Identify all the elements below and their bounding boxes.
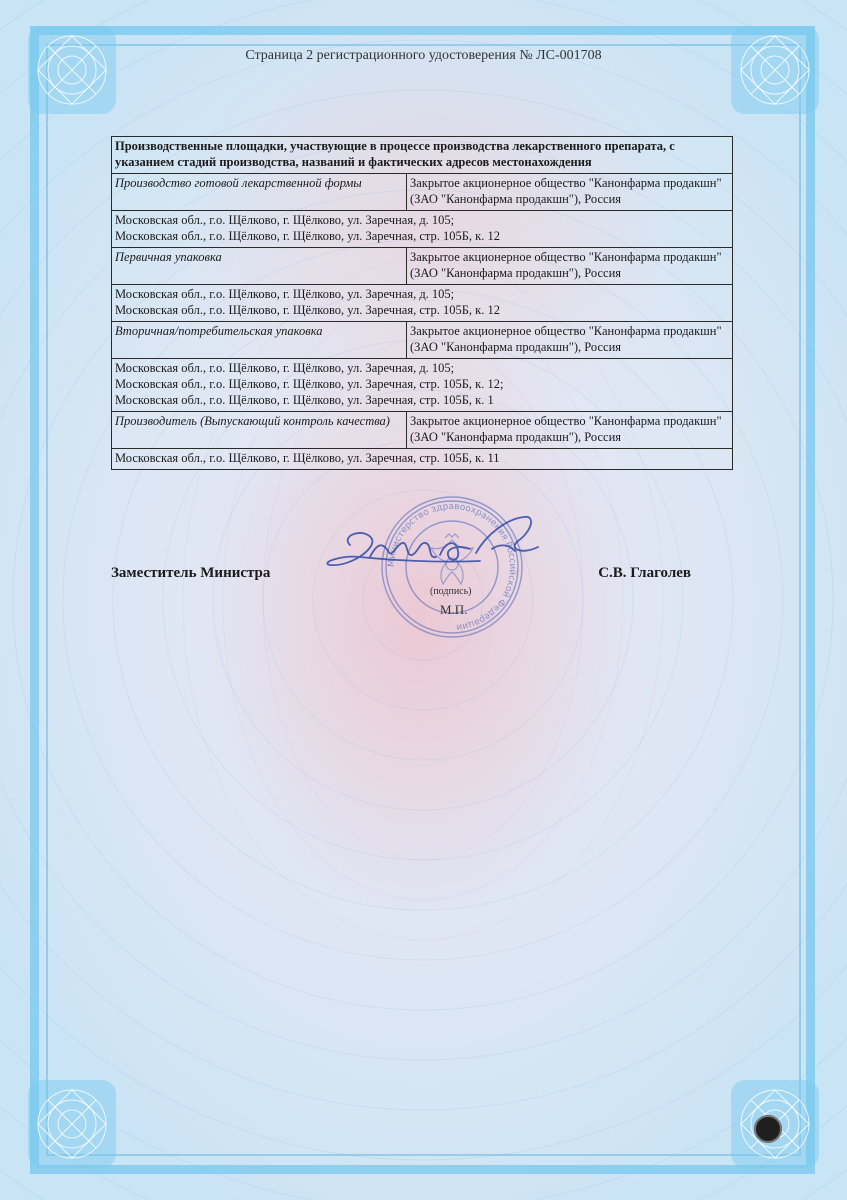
stage-name: Вторичная/потребительская упаковка (112, 322, 407, 359)
stage-name: Производство готовой лекарственной формы (112, 174, 407, 211)
signatory-name: С.В. Глаголев (598, 565, 691, 581)
address-row (112, 449, 733, 470)
company-name: Закрытое акционерное общество "Канонфарма продакшн" (ЗАО "Канонфарма продакшн"), Россия (407, 248, 733, 285)
address-line: Московская обл., г.о. Щёлково, г. Щёлково, ул. Заречная, стр. 105Б, к. 12 (115, 229, 500, 243)
production-sites-table (111, 136, 733, 470)
table-heading: Производственные площадки, участвующие в процессе производства лекарственного препарата, с указанием стадий производства, названий и фактических адресов местонахождения (112, 137, 733, 174)
address-cell (112, 449, 733, 470)
address-line: Московская обл., г.о. Щёлково, г. Щёлково, ул. Заречная, д. 105; (115, 287, 455, 301)
stage-row (112, 174, 733, 211)
signatory-position: Заместитель Министра (111, 565, 271, 581)
page-header: Страница 2 регистрационного удостоверения № ЛС-001708 (245, 48, 602, 63)
corner-rosette-bottom-left (24, 1076, 120, 1172)
address-row (112, 211, 733, 248)
stage-row (112, 412, 733, 449)
address-line: Московская обл., г.о. Щёлково, г. Щёлково, ул. Заречная, стр. 105Б, к. 12; (115, 377, 504, 391)
address-line: Московская обл., г.о. Щёлково, г. Щёлково, ул. Заречная, стр. 105Б, к. 12 (115, 303, 500, 317)
address-line: Московская обл., г.о. Щёлково, г. Щёлково, ул. Заречная, д. 105; (115, 213, 455, 227)
stage-row (112, 248, 733, 285)
stage-name: Производитель (Выпускающий контроль качества) (112, 412, 407, 449)
seal-caption: М.П. (440, 602, 468, 617)
company-name: Закрытое акционерное общество "Канонфарма продакшн" (ЗАО "Канонфарма продакшн"), Россия (407, 322, 733, 359)
address-row (112, 359, 733, 412)
corner-rosette-top-right (727, 22, 823, 118)
table-heading-row (112, 137, 733, 174)
stamp-text: Министерство здравоохранения Российской Федерации (386, 501, 518, 632)
address-line: Московская обл., г.о. Щёлково, г. Щёлково, ул. Заречная, стр. 105Б, к. 11 (115, 451, 500, 465)
signature-block (111, 565, 691, 585)
corner-rosette-top-left (24, 22, 120, 118)
address-cell (112, 285, 733, 322)
company-name: Закрытое акционерное общество "Канонфарма продакшн" (ЗАО "Канонфарма продакшн"), Россия (407, 412, 733, 449)
stage-name: Первичная упаковка (112, 248, 407, 285)
address-line: Московская обл., г.о. Щёлково, г. Щёлково, ул. Заречная, д. 105; (115, 361, 455, 375)
address-line: Московская обл., г.о. Щёлково, г. Щёлково, ул. Заречная, стр. 105Б, к. 1 (115, 393, 494, 407)
stage-row (112, 322, 733, 359)
punch-hole (754, 1115, 782, 1143)
address-row (112, 285, 733, 322)
company-name: Закрытое акционерное общество "Канонфарма продакшн" (ЗАО "Канонфарма продакшн"), Россия (407, 174, 733, 211)
signature-caption: (подпись) (430, 586, 472, 597)
address-cell (112, 211, 733, 248)
address-cell (112, 359, 733, 412)
